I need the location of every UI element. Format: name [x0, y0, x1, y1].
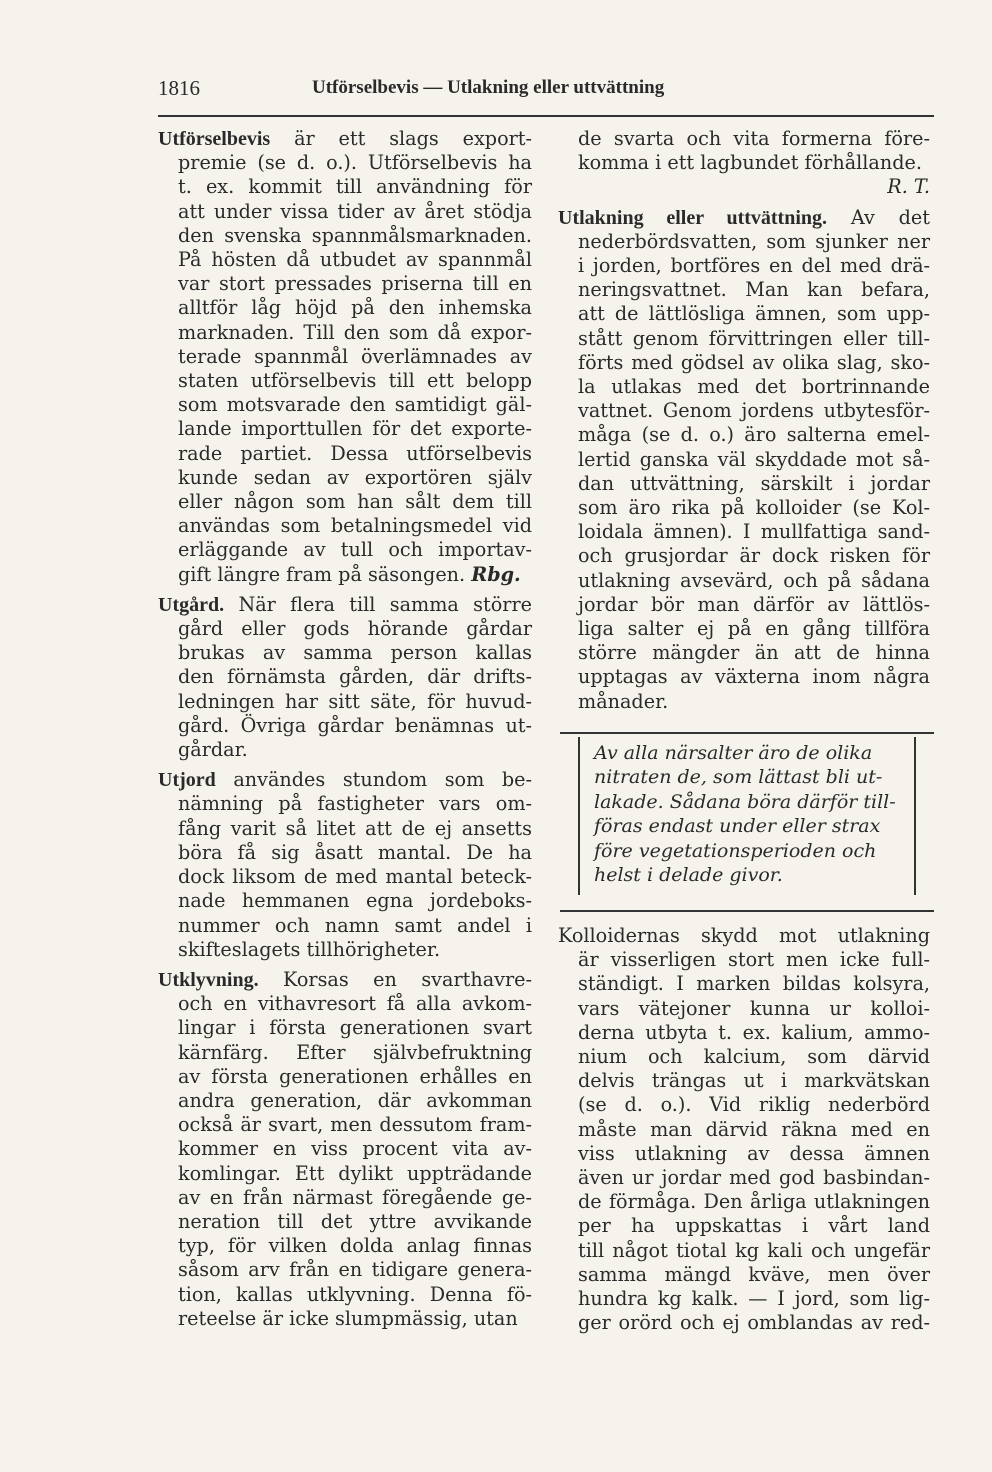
entry-line	[158, 1307, 532, 1331]
entry-line	[158, 224, 532, 248]
entry-line	[158, 538, 532, 562]
entry-line	[158, 714, 532, 738]
entry-line	[158, 272, 532, 296]
entry-line	[158, 466, 532, 490]
entry-headword: Utjord	[158, 769, 216, 792]
entry-line	[558, 1190, 930, 1214]
entry-text: erläggande av tull och importav-	[178, 538, 532, 562]
entry-text: andra generation, där avkomman	[178, 1088, 532, 1112]
entry-text: nederbördsvatten, som sjunker ner	[578, 229, 930, 253]
entry-text: var stort pressades priserna till en	[178, 272, 532, 296]
entry-text: gift längre fram på säsongen.	[178, 562, 466, 586]
entry-text: På hösten då utbudet av spannmål	[178, 248, 532, 272]
entry-text: liga salter ej på en gång tillföra	[578, 617, 930, 641]
dictionary-entry	[158, 768, 532, 962]
entry-text: När flera till samma större	[238, 592, 532, 616]
entry-line	[158, 593, 532, 617]
entry-text: komlingar. Ett dylikt uppträdande	[178, 1161, 532, 1185]
previous-entry-continuation	[558, 127, 930, 200]
entry-line	[158, 296, 532, 320]
left-column	[158, 127, 532, 1337]
entry-text: viss utlakning av dessa ämnen	[578, 1141, 930, 1165]
entry-text: lingar i första generationen svart	[178, 1016, 532, 1040]
entry-text: av en från närmast föregående ge-	[178, 1185, 532, 1209]
entry-headword: Utlakning eller uttvättning.	[558, 206, 828, 229]
entry-text: jordar bör man därför av lättlös-	[578, 592, 930, 616]
entry-line	[558, 278, 930, 302]
entry-text: staten utförselbevis till ett belopp	[178, 369, 532, 393]
dictionary-entry	[158, 127, 532, 587]
entry-line	[558, 399, 930, 423]
entry-text: lertid ganska väl skyddade mot så-	[578, 447, 930, 471]
page-number: 1816	[158, 76, 200, 100]
entry-text: Av det	[850, 205, 930, 229]
note-line: lakade. Sådana böra därför till-	[594, 790, 896, 813]
entry-line	[558, 375, 930, 399]
entry-line	[158, 1283, 532, 1307]
entry-text: och grusjordar är dock risken för	[578, 544, 930, 568]
entry-line	[158, 200, 532, 224]
entry-line	[558, 690, 930, 714]
right-column-bottom	[558, 924, 930, 1341]
entry-text: de förmåga. Den årliga utlakningen	[578, 1190, 930, 1214]
entry-text: upptagas av växterna inom några	[578, 665, 930, 689]
entry-line	[558, 206, 930, 230]
entry-headword: Utgård.	[158, 593, 225, 616]
entry-text: såsom arv från en tidigare genera-	[178, 1258, 532, 1282]
entry-line	[558, 151, 930, 175]
note-line: föras endast under eller strax	[594, 815, 881, 838]
entry-text: även ur jordar med god basbindan-	[578, 1166, 930, 1190]
entry-line	[158, 665, 532, 689]
entry-line	[158, 127, 532, 151]
entry-text: alltför låg höjd på den inhemska	[178, 296, 532, 320]
entry-text: vars vätejoner kunna ur kolloi-	[578, 996, 930, 1020]
entry-text: rade partiet. Dessa utförselbevis	[178, 441, 532, 465]
entry-text: också är svart, men dessutom fram-	[178, 1113, 532, 1137]
right-column-top	[558, 127, 930, 720]
author-signature: R. T.	[887, 175, 930, 199]
entry-text: skifteslagets tillhörigheter.	[178, 937, 441, 961]
note-line: före vegetationsperioden och	[594, 839, 877, 862]
entry-line	[558, 593, 930, 617]
note-line: helst i delade givor.	[594, 864, 783, 887]
entry-line	[158, 248, 532, 272]
entry-text: hundra kg kalk. — I jord, som lig-	[578, 1287, 930, 1311]
entry-continuation	[558, 924, 930, 1335]
entry-line	[158, 151, 532, 175]
entry-text: de svarta och vita formerna före-	[578, 127, 930, 150]
entry-line	[558, 1069, 930, 1093]
entry-line	[558, 641, 930, 665]
entry-text: ger orörd och ej omblandas av red-	[578, 1311, 930, 1335]
entry-line	[158, 1258, 532, 1282]
entry-line	[558, 254, 930, 278]
entry-text: per ha uppskattas i vårt land	[578, 1214, 930, 1238]
entry-line	[158, 938, 532, 962]
entry-line	[558, 1214, 930, 1238]
note-line: nitraten de, som lättast bli ut-	[594, 766, 883, 789]
entry-text: gård. Övriga gårdar benämnas ut-	[178, 713, 532, 737]
entry-text: utlakning avsevärd, och på sådana	[578, 568, 930, 592]
entry-line	[158, 968, 532, 992]
entry-line	[158, 321, 532, 345]
entry-text: premie (se d. o.). Utförselbevis ha	[178, 151, 532, 175]
entry-line	[158, 175, 532, 199]
dictionary-entry	[558, 206, 930, 714]
entry-line	[558, 948, 930, 972]
entry-line	[158, 514, 532, 538]
entry-line	[558, 665, 930, 689]
entry-line	[558, 1166, 930, 1190]
entry-text: användes stundom som be-	[233, 768, 532, 792]
entry-line	[158, 1065, 532, 1089]
note-line: Av alla närsalter äro de olika	[594, 742, 873, 764]
entry-line	[158, 992, 532, 1016]
entry-text: nämning på fastigheter vars om-	[178, 792, 532, 816]
entry-line	[158, 393, 532, 417]
entry-text: eller någon som han sålt dem till	[178, 490, 532, 514]
entry-line	[558, 327, 930, 351]
entry-line	[158, 768, 532, 792]
entry-text: kunde sedan av exportören själv	[178, 465, 532, 489]
entry-line	[158, 1186, 532, 1210]
entry-text: komma i ett lagbundet förhållande.	[578, 151, 922, 175]
entry-line	[158, 563, 532, 587]
entry-line	[558, 1263, 930, 1287]
entry-line	[158, 1210, 532, 1234]
entry-text: den förnämsta gården, där drifts-	[178, 665, 532, 689]
entry-line	[158, 442, 532, 466]
entry-line	[558, 423, 930, 447]
entry-text: tion, kallas utklyvning. Denna fö-	[178, 1282, 532, 1306]
entry-text: månader.	[578, 689, 669, 713]
entry-line	[558, 924, 930, 948]
entry-line	[558, 302, 930, 326]
entry-line	[558, 1093, 930, 1117]
entry-text: kärnfärg. Efter självbefruktning	[178, 1040, 532, 1064]
entry-line	[558, 1142, 930, 1166]
entry-text: användas som betalningsmedel vid	[178, 514, 532, 538]
note-box	[578, 737, 916, 895]
entry-line	[558, 997, 930, 1021]
entry-text: ledningen har sitt säte, för huvud-	[178, 689, 532, 713]
entry-line	[158, 417, 532, 441]
entry-line	[158, 1041, 532, 1065]
entry-line	[158, 817, 532, 841]
entry-line	[558, 127, 930, 151]
dictionary-entry	[158, 593, 532, 762]
entry-text: dan uttvättning, särskilt i jordar	[578, 471, 930, 495]
entry-line	[158, 690, 532, 714]
entry-text: att de lättlösliga ämnen, som upp-	[578, 302, 930, 326]
entry-text: Korsas en svarthavre-	[283, 967, 532, 991]
entry-line	[558, 230, 930, 254]
entry-text: terade spannmål överlämnades av	[178, 344, 532, 368]
entry-text: måga (se d. o.) äro salterna emel-	[578, 423, 930, 447]
entry-line	[158, 345, 532, 369]
entry-text: neringsvattnet. Man kan befara,	[578, 278, 930, 302]
entry-line	[558, 1118, 930, 1142]
entry-text: delvis trängas ut i markvätskan	[578, 1069, 930, 1093]
entry-line	[158, 841, 532, 865]
entry-text: av första generationen erhålles en	[178, 1064, 532, 1088]
entry-text: böra få sig åsatt mantal. De ha	[178, 840, 532, 864]
entry-text: derna utbyta t. ex. kalium, ammo-	[578, 1020, 930, 1044]
entry-line	[558, 351, 930, 375]
entry-text: nummer och namn samt andel i	[178, 913, 532, 937]
entry-text: förts med gödsel av olika slag, sko-	[578, 350, 930, 374]
entry-text: till något tiotal kg kali och ungefär	[578, 1238, 930, 1262]
entry-line	[558, 448, 930, 472]
author-signature: Rbg.	[471, 562, 521, 586]
dictionary-entry	[158, 968, 532, 1331]
box-rule-bottom	[560, 910, 934, 912]
entry-line	[158, 792, 532, 816]
entry-line	[158, 1089, 532, 1113]
entry-line	[558, 1287, 930, 1311]
entry-line	[558, 520, 930, 544]
entry-text: marknaden. Till den som då expor-	[178, 320, 532, 344]
entry-line	[558, 544, 930, 568]
entry-line	[558, 569, 930, 593]
entry-line	[158, 865, 532, 889]
entry-line	[558, 1311, 930, 1335]
entry-text: stått genom förvittringen eller till-	[578, 326, 930, 350]
entry-text: fång varit så litet att de ej ansetts	[178, 816, 532, 840]
entry-headword: Utklyvning.	[158, 968, 259, 991]
entry-text: är ett slags export-	[294, 127, 532, 150]
entry-line	[558, 1239, 930, 1263]
entry-text: gård eller gods hörande gårdar	[178, 617, 532, 641]
entry-text: och en vithavresort få alla avkom-	[178, 992, 532, 1016]
entry-line	[158, 889, 532, 913]
entry-line	[158, 914, 532, 938]
entry-text: den svenska spannmålsmarknaden.	[178, 223, 532, 247]
entry-text: la utlakas med det bortrinnande	[578, 375, 930, 399]
entry-text: (se d. o.). Vid riklig nederbörd	[578, 1093, 930, 1117]
entry-line	[158, 490, 532, 514]
entry-text: är visserligen stort men icke full-	[578, 948, 930, 972]
header-rule	[158, 115, 934, 117]
entry-text: Kolloidernas skydd mot utlakning	[558, 924, 930, 947]
entry-line	[158, 1162, 532, 1186]
entry-line	[558, 972, 930, 996]
entry-text: nade hemmanen egna jordeboks-	[178, 889, 532, 913]
entry-line	[558, 1021, 930, 1045]
entry-text: neration till det yttre avvikande	[178, 1209, 532, 1233]
entry-text: t. ex. kommit till användning för	[178, 175, 532, 199]
box-rule-top	[560, 732, 934, 734]
entry-line	[558, 472, 930, 496]
entry-line	[158, 369, 532, 393]
entry-text: att under vissa tider av året stödja	[178, 199, 532, 223]
entry-text: måste man därvid räkna med en	[578, 1117, 930, 1141]
entry-line	[158, 1234, 532, 1258]
entry-text: reteelse är icke slumpmässig, utan	[178, 1306, 518, 1330]
entry-line	[558, 1045, 930, 1069]
entry-text: samma mängd kväve, men över	[578, 1262, 930, 1286]
entry-text: brukas av samma person kallas	[178, 641, 532, 665]
entry-text: lande importtullen för det exporte-	[178, 417, 532, 441]
entry-text: som äro rika på kolloider (se Kol-	[578, 496, 930, 520]
entry-text: i jorden, bortföres en del med drä-	[578, 254, 930, 278]
entry-line	[158, 1016, 532, 1040]
entry-text: typ, för vilken dolda anlag finnas	[178, 1234, 532, 1258]
entry-line	[158, 738, 532, 762]
entry-text: gårdar.	[178, 738, 248, 762]
running-head: Utförselbevis — Utlakning eller uttvättning	[312, 77, 665, 98]
entry-text: större mängder än att de hinna	[578, 641, 930, 665]
entry-text: ständigt. I marken bildas kolsyra,	[578, 972, 930, 996]
entry-text: nium och kalcium, som därvid	[578, 1045, 930, 1069]
entry-line	[158, 641, 532, 665]
entry-line	[158, 617, 532, 641]
entry-text: vattnet. Genom jordens utbytesför-	[578, 399, 930, 423]
entry-text: loidala ämnen). I mullfattiga sand-	[578, 520, 930, 544]
entry-text: som motsvarade den samtidigt gäl-	[178, 393, 532, 417]
entry-line	[158, 1113, 532, 1137]
page-header	[158, 76, 832, 106]
entry-headword: Utförselbevis	[158, 128, 271, 150]
entry-text: dock liksom de med mantal beteck-	[178, 865, 532, 889]
entry-line	[558, 617, 930, 641]
entry-line	[158, 1137, 532, 1161]
entry-line	[558, 496, 930, 520]
entry-text: kommer en viss procent vita av-	[178, 1137, 532, 1161]
